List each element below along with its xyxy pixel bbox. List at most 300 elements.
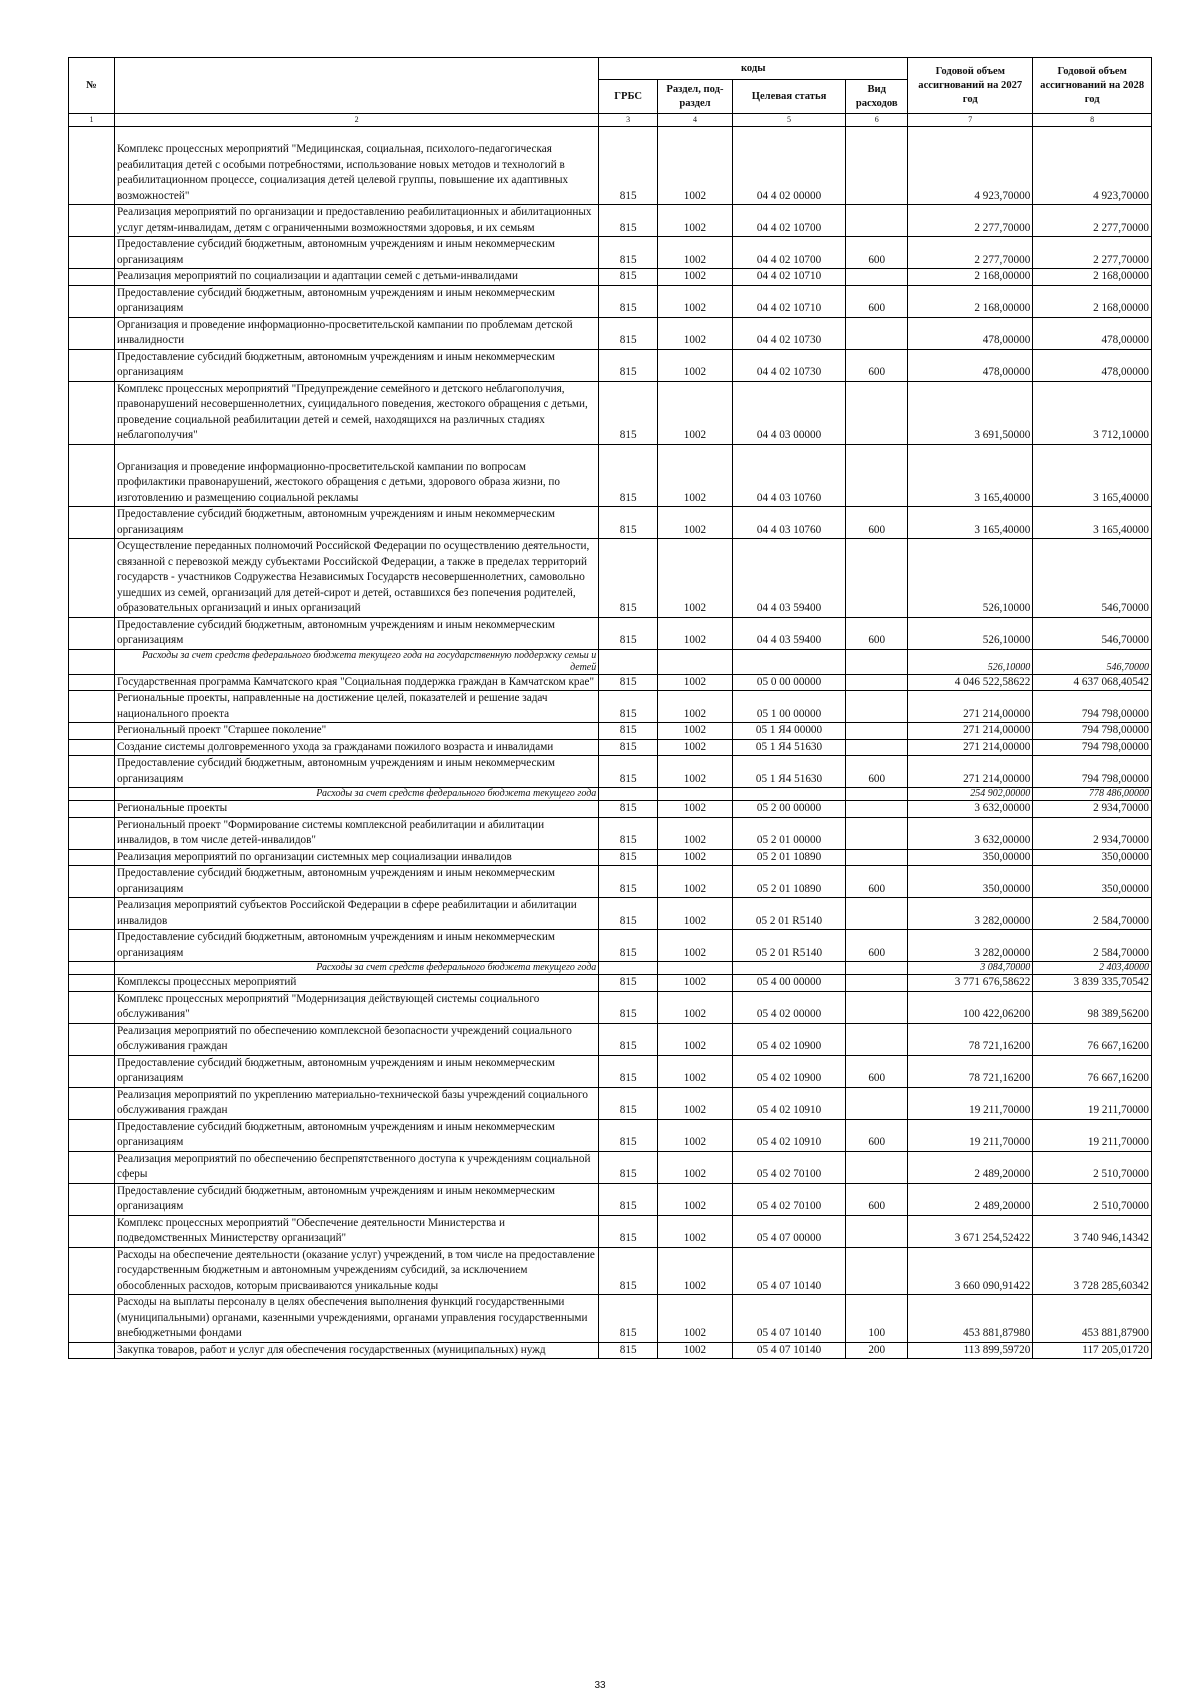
cell-grbs: 815 bbox=[599, 381, 658, 444]
table-row bbox=[69, 381, 1152, 444]
cell-cs: 04 4 02 10730 bbox=[732, 349, 845, 381]
cell-grbs: 815 bbox=[599, 849, 658, 866]
cell-grbs: 815 bbox=[599, 1119, 658, 1151]
cell-grbs: 815 bbox=[599, 127, 658, 205]
cell-v27: 3 691,50000 bbox=[908, 381, 1033, 444]
cell-rz: 1002 bbox=[658, 898, 733, 930]
table-row bbox=[69, 691, 1152, 723]
cell-name: Региональные проекты bbox=[114, 801, 598, 818]
cell-cs: 05 4 07 10140 bbox=[732, 1342, 845, 1359]
cell-rz: 1002 bbox=[658, 756, 733, 788]
cell-vr bbox=[846, 788, 908, 801]
cell-cs: 05 2 01 R5140 bbox=[732, 898, 845, 930]
cell-cs: 04 4 02 10700 bbox=[732, 205, 845, 237]
cell-cs: 05 1 Я4 51630 bbox=[732, 739, 845, 756]
cell-grbs bbox=[599, 788, 658, 801]
cell-name: Реализация мероприятий по обеспечению комплексной безопасности учреждений социального обслуживания граждан bbox=[114, 1023, 598, 1055]
table-row bbox=[69, 817, 1152, 849]
cell-vr bbox=[846, 723, 908, 740]
cell-grbs: 815 bbox=[599, 801, 658, 818]
cell-v27: 113 899,59720 bbox=[908, 1342, 1033, 1359]
row-number-cell bbox=[69, 991, 115, 1023]
cell-name: Предоставление субсидий бюджетным, автономным учреждениям и иным некоммерческим организациям bbox=[114, 930, 598, 962]
cell-vr bbox=[846, 1151, 908, 1183]
cell-v27: 478,00000 bbox=[908, 317, 1033, 349]
table-row bbox=[69, 801, 1152, 818]
cell-v28: 117 205,01720 bbox=[1033, 1342, 1152, 1359]
cell-rz: 1002 bbox=[658, 1295, 733, 1343]
cell-cs: 05 4 02 10910 bbox=[732, 1087, 845, 1119]
cell-cs: 04 4 02 10730 bbox=[732, 317, 845, 349]
cell-grbs: 815 bbox=[599, 898, 658, 930]
cell-name: Реализация мероприятий по социализации и адаптации семей с детьми-инвалидами bbox=[114, 269, 598, 286]
table-row bbox=[69, 991, 1152, 1023]
cell-vr bbox=[846, 801, 908, 818]
cell-vr bbox=[846, 991, 908, 1023]
col-index: 2 bbox=[114, 114, 598, 127]
cell-vr bbox=[846, 849, 908, 866]
cell-rz: 1002 bbox=[658, 1151, 733, 1183]
header-grbs: ГРБС bbox=[599, 80, 658, 114]
cell-grbs: 815 bbox=[599, 269, 658, 286]
cell-v28: 546,70000 bbox=[1033, 649, 1152, 674]
cell-v28: 3 728 285,60342 bbox=[1033, 1247, 1152, 1295]
table-row bbox=[69, 1087, 1152, 1119]
cell-grbs: 815 bbox=[599, 285, 658, 317]
cell-rz: 1002 bbox=[658, 381, 733, 444]
table-row bbox=[69, 507, 1152, 539]
row-number-cell bbox=[69, 1023, 115, 1055]
cell-vr: 200 bbox=[846, 1342, 908, 1359]
cell-name: Закупка товаров, работ и услуг для обеспечения государственных (муниципальных) нужд bbox=[114, 1342, 598, 1359]
cell-grbs: 815 bbox=[599, 1183, 658, 1215]
cell-v27: 2 277,70000 bbox=[908, 237, 1033, 269]
cell-v27: 78 721,16200 bbox=[908, 1055, 1033, 1087]
cell-v27: 478,00000 bbox=[908, 349, 1033, 381]
row-number-cell bbox=[69, 1295, 115, 1343]
cell-rz: 1002 bbox=[658, 1119, 733, 1151]
table-row bbox=[69, 237, 1152, 269]
cell-name: Предоставление субсидий бюджетным, автономным учреждениям и иным некоммерческим организациям bbox=[114, 237, 598, 269]
cell-name: Предоставление субсидий бюджетным, автономным учреждениям и иным некоммерческим организациям bbox=[114, 285, 598, 317]
cell-name: Государственная программа Камчатского края "Социальная поддержка граждан в Камчатском крае" bbox=[114, 674, 598, 691]
cell-vr bbox=[846, 317, 908, 349]
cell-vr bbox=[846, 1023, 908, 1055]
cell-cs: 05 2 00 00000 bbox=[732, 801, 845, 818]
header-name bbox=[114, 58, 598, 114]
cell-cs: 04 4 02 00000 bbox=[732, 127, 845, 205]
cell-cs: 05 2 01 00000 bbox=[732, 817, 845, 849]
cell-rz: 1002 bbox=[658, 723, 733, 740]
table-row bbox=[69, 723, 1152, 740]
cell-vr: 600 bbox=[846, 1055, 908, 1087]
table-row bbox=[69, 539, 1152, 618]
cell-v28: 2 934,70000 bbox=[1033, 801, 1152, 818]
cell-v28: 478,00000 bbox=[1033, 317, 1152, 349]
cell-name: Региональные проекты, направленные на достижение целей, показателей и решение задач национального проекта bbox=[114, 691, 598, 723]
cell-vr bbox=[846, 674, 908, 691]
cell-cs: 04 4 03 10760 bbox=[732, 444, 845, 507]
cell-name: Организация и проведение информационно-просветительской кампании по вопросам профилактики правонарушений, жестокого обращения с детьми, здорового образа жизни, по изготовлению и размещению социальной рекламы bbox=[114, 444, 598, 507]
row-number-cell bbox=[69, 237, 115, 269]
cell-v28: 2 277,70000 bbox=[1033, 205, 1152, 237]
cell-grbs: 815 bbox=[599, 507, 658, 539]
cell-v27: 271 214,00000 bbox=[908, 739, 1033, 756]
row-number-cell bbox=[69, 930, 115, 962]
table-row bbox=[69, 285, 1152, 317]
cell-grbs: 815 bbox=[599, 975, 658, 992]
cell-rz: 1002 bbox=[658, 1055, 733, 1087]
cell-rz: 1002 bbox=[658, 930, 733, 962]
cell-grbs: 815 bbox=[599, 756, 658, 788]
cell-vr bbox=[846, 444, 908, 507]
cell-v28: 546,70000 bbox=[1033, 539, 1152, 618]
cell-name: Региональный проект "Формирование системы комплексной реабилитации и абилитации инвалидов, в том числе детей-инвалидов" bbox=[114, 817, 598, 849]
cell-name: Комплекс процессных мероприятий "Предупреждение семейного и детского неблагополучия, правонарушений несовершеннолетних, суицидального поведения, жестокого обращения с детьми, проведение социальной реабилитации детей и семей, находящихся на различных стадиях неблагополучия" bbox=[114, 381, 598, 444]
cell-vr: 600 bbox=[846, 1119, 908, 1151]
row-number-cell bbox=[69, 723, 115, 740]
cell-v27: 19 211,70000 bbox=[908, 1087, 1033, 1119]
table-row bbox=[69, 1119, 1152, 1151]
cell-v28: 794 798,00000 bbox=[1033, 739, 1152, 756]
cell-name: Расходы на выплаты персоналу в целях обеспечения выполнения функций государственными (муниципальными) органами, казенными учреждениями, органами управления государственными внебюджетными фондами bbox=[114, 1295, 598, 1343]
cell-rz: 1002 bbox=[658, 205, 733, 237]
cell-v27: 2 168,00000 bbox=[908, 285, 1033, 317]
col-index: 3 bbox=[599, 114, 658, 127]
cell-grbs: 815 bbox=[599, 866, 658, 898]
cell-name: Предоставление субсидий бюджетным, автономным учреждениям и иным некоммерческим организациям bbox=[114, 349, 598, 381]
cell-rz: 1002 bbox=[658, 1342, 733, 1359]
cell-name: Комплекс процессных мероприятий "Модернизация действующей системы социального обслуживания" bbox=[114, 991, 598, 1023]
cell-rz: 1002 bbox=[658, 285, 733, 317]
row-number-cell bbox=[69, 691, 115, 723]
cell-v28: 2 403,40000 bbox=[1033, 962, 1152, 975]
cell-v27: 3 771 676,58622 bbox=[908, 975, 1033, 992]
cell-v28: 19 211,70000 bbox=[1033, 1119, 1152, 1151]
cell-cs: 04 4 02 10710 bbox=[732, 269, 845, 286]
cell-rz: 1002 bbox=[658, 674, 733, 691]
cell-rz: 1002 bbox=[658, 691, 733, 723]
cell-grbs: 815 bbox=[599, 674, 658, 691]
row-number-cell bbox=[69, 788, 115, 801]
cell-vr bbox=[846, 1247, 908, 1295]
row-number-cell bbox=[69, 444, 115, 507]
row-number-cell bbox=[69, 649, 115, 674]
cell-v27: 526,10000 bbox=[908, 617, 1033, 649]
cell-v28: 3 839 335,70542 bbox=[1033, 975, 1152, 992]
row-number-cell bbox=[69, 898, 115, 930]
cell-v27: 4 923,70000 bbox=[908, 127, 1033, 205]
cell-rz: 1002 bbox=[658, 317, 733, 349]
cell-rz: 1002 bbox=[658, 269, 733, 286]
cell-rz bbox=[658, 649, 733, 674]
cell-name: Региональный проект "Старшее поколение" bbox=[114, 723, 598, 740]
cell-v27: 271 214,00000 bbox=[908, 756, 1033, 788]
cell-vr bbox=[846, 691, 908, 723]
cell-v27: 271 214,00000 bbox=[908, 691, 1033, 723]
cell-v28: 3 712,10000 bbox=[1033, 381, 1152, 444]
cell-cs: 05 4 02 70100 bbox=[732, 1151, 845, 1183]
cell-v28: 2 510,70000 bbox=[1033, 1183, 1152, 1215]
cell-cs: 05 4 07 00000 bbox=[732, 1215, 845, 1247]
cell-rz: 1002 bbox=[658, 127, 733, 205]
cell-v27: 3 671 254,52422 bbox=[908, 1215, 1033, 1247]
cell-vr bbox=[846, 817, 908, 849]
cell-cs: 05 4 07 10140 bbox=[732, 1247, 845, 1295]
table-row bbox=[69, 1151, 1152, 1183]
col-index: 1 bbox=[69, 114, 115, 127]
col-index: 4 bbox=[658, 114, 733, 127]
table-row bbox=[69, 1342, 1152, 1359]
cell-rz: 1002 bbox=[658, 617, 733, 649]
cell-cs: 05 2 01 10890 bbox=[732, 866, 845, 898]
cell-name: Расходы за счет средств федерального бюджета текущего года bbox=[114, 962, 598, 975]
row-number-cell bbox=[69, 317, 115, 349]
cell-name: Реализация мероприятий по организации системных мер социализации инвалидов bbox=[114, 849, 598, 866]
page-number: 33 bbox=[594, 1680, 606, 1691]
cell-v28: 3 165,40000 bbox=[1033, 444, 1152, 507]
header-2028: Годовой объем ассигнований на 2028 год bbox=[1033, 58, 1152, 114]
table-row bbox=[69, 617, 1152, 649]
cell-cs: 05 2 01 R5140 bbox=[732, 930, 845, 962]
cell-v27: 453 881,87980 bbox=[908, 1295, 1033, 1343]
cell-grbs: 815 bbox=[599, 1342, 658, 1359]
cell-grbs: 815 bbox=[599, 817, 658, 849]
cell-name: Создание системы долговременного ухода за гражданами пожилого возраста и инвалидами bbox=[114, 739, 598, 756]
row-number-cell bbox=[69, 349, 115, 381]
cell-vr bbox=[846, 962, 908, 975]
cell-vr: 600 bbox=[846, 507, 908, 539]
cell-vr bbox=[846, 269, 908, 286]
cell-v27: 4 046 522,58622 bbox=[908, 674, 1033, 691]
table-row bbox=[69, 849, 1152, 866]
cell-name: Осуществление переданных полномочий Российской Федерации по осуществлению деятельности, связанной с перевозкой между субъектами Российской Федерации, а также в пределах территорий государств - участников Содружества Независимых Государств несовершеннолетних, самовольно ушедших из семей, организаций для детей-сирот и детей, оставшихся без попечения родителей, образовательных организаций и иных организаций bbox=[114, 539, 598, 618]
cell-cs: 04 4 02 10710 bbox=[732, 285, 845, 317]
cell-cs: 05 4 02 10900 bbox=[732, 1055, 845, 1087]
row-number-cell bbox=[69, 381, 115, 444]
cell-rz: 1002 bbox=[658, 1247, 733, 1295]
cell-rz: 1002 bbox=[658, 444, 733, 507]
cell-vr bbox=[846, 205, 908, 237]
row-number-cell bbox=[69, 962, 115, 975]
cell-v27: 3 282,00000 bbox=[908, 930, 1033, 962]
cell-name: Предоставление субсидий бюджетным, автономным учреждениям и иным некоммерческим организациям bbox=[114, 617, 598, 649]
cell-cs bbox=[732, 788, 845, 801]
table-row bbox=[69, 756, 1152, 788]
col-index: 6 bbox=[846, 114, 908, 127]
table-row bbox=[69, 1295, 1152, 1343]
cell-v27: 19 211,70000 bbox=[908, 1119, 1033, 1151]
cell-v28: 794 798,00000 bbox=[1033, 723, 1152, 740]
cell-cs: 05 4 02 00000 bbox=[732, 991, 845, 1023]
row-number-cell bbox=[69, 1342, 115, 1359]
row-number-cell bbox=[69, 617, 115, 649]
cell-name: Предоставление субсидий бюджетным, автономным учреждениям и иным некоммерческим организациям bbox=[114, 507, 598, 539]
header-number: № bbox=[69, 58, 115, 114]
cell-grbs: 815 bbox=[599, 691, 658, 723]
cell-rz: 1002 bbox=[658, 237, 733, 269]
cell-v28: 19 211,70000 bbox=[1033, 1087, 1152, 1119]
cell-cs: 05 0 00 00000 bbox=[732, 674, 845, 691]
cell-rz bbox=[658, 788, 733, 801]
col-index: 5 bbox=[732, 114, 845, 127]
row-number-cell bbox=[69, 674, 115, 691]
cell-vr bbox=[846, 381, 908, 444]
row-number-cell bbox=[69, 1151, 115, 1183]
cell-grbs: 815 bbox=[599, 723, 658, 740]
cell-v27: 3 632,00000 bbox=[908, 801, 1033, 818]
cell-rz: 1002 bbox=[658, 849, 733, 866]
row-number-cell bbox=[69, 269, 115, 286]
cell-cs bbox=[732, 649, 845, 674]
cell-grbs bbox=[599, 962, 658, 975]
cell-vr bbox=[846, 898, 908, 930]
cell-v28: 478,00000 bbox=[1033, 349, 1152, 381]
column-index-row bbox=[69, 114, 1152, 127]
cell-name: Реализация мероприятий по организации и предоставлению реабилитационных и абилитационных услуг детям-инвалидам, детям с ограниченными возможностями здоровья, и их семьям bbox=[114, 205, 598, 237]
cell-vr: 600 bbox=[846, 756, 908, 788]
cell-v27: 3 282,00000 bbox=[908, 898, 1033, 930]
cell-v28: 98 389,56200 bbox=[1033, 991, 1152, 1023]
table-row bbox=[69, 674, 1152, 691]
table-row bbox=[69, 269, 1152, 286]
cell-v28: 4 637 068,40542 bbox=[1033, 674, 1152, 691]
cell-name: Предоставление субсидий бюджетным, автономным учреждениям и иным некоммерческим организациям bbox=[114, 1183, 598, 1215]
cell-name: Реализация мероприятий субъектов Российской Федерации в сфере реабилитации и абилитации инвалидов bbox=[114, 898, 598, 930]
cell-v28: 350,00000 bbox=[1033, 866, 1152, 898]
row-number-cell bbox=[69, 849, 115, 866]
table-row bbox=[69, 1247, 1152, 1295]
cell-v27: 526,10000 bbox=[908, 649, 1033, 674]
table-header bbox=[69, 58, 1152, 127]
cell-rz: 1002 bbox=[658, 739, 733, 756]
col-index: 7 bbox=[908, 114, 1033, 127]
cell-cs: 05 4 07 10140 bbox=[732, 1295, 845, 1343]
cell-v28: 546,70000 bbox=[1033, 617, 1152, 649]
budget-document bbox=[68, 57, 1152, 1359]
row-number-cell bbox=[69, 285, 115, 317]
cell-grbs: 815 bbox=[599, 1295, 658, 1343]
cell-rz: 1002 bbox=[658, 975, 733, 992]
table-row bbox=[69, 205, 1152, 237]
subtotal-row bbox=[69, 962, 1152, 975]
cell-v27: 3 165,40000 bbox=[908, 507, 1033, 539]
table-row bbox=[69, 1023, 1152, 1055]
cell-cs bbox=[732, 962, 845, 975]
row-number-cell bbox=[69, 866, 115, 898]
cell-name: Расходы за счет средств федерального бюджета текущего года bbox=[114, 788, 598, 801]
cell-v28: 3 740 946,14342 bbox=[1033, 1215, 1152, 1247]
cell-grbs: 815 bbox=[599, 1247, 658, 1295]
cell-rz: 1002 bbox=[658, 1087, 733, 1119]
cell-v28: 794 798,00000 bbox=[1033, 691, 1152, 723]
table-row bbox=[69, 739, 1152, 756]
cell-rz: 1002 bbox=[658, 1023, 733, 1055]
row-number-cell bbox=[69, 1087, 115, 1119]
cell-v28: 76 667,16200 bbox=[1033, 1023, 1152, 1055]
cell-name: Реализация мероприятий по укреплению материально-технической базы учреждений социального обслуживания граждан bbox=[114, 1087, 598, 1119]
cell-v28: 3 165,40000 bbox=[1033, 507, 1152, 539]
subtotal-row bbox=[69, 788, 1152, 801]
cell-v28: 453 881,87900 bbox=[1033, 1295, 1152, 1343]
cell-v27: 2 489,20000 bbox=[908, 1183, 1033, 1215]
table-row bbox=[69, 898, 1152, 930]
row-number-cell bbox=[69, 975, 115, 992]
cell-grbs: 815 bbox=[599, 205, 658, 237]
cell-v27: 254 902,00000 bbox=[908, 788, 1033, 801]
table-row bbox=[69, 1055, 1152, 1087]
cell-v28: 2 168,00000 bbox=[1033, 269, 1152, 286]
row-number-cell bbox=[69, 756, 115, 788]
cell-v28: 2 934,70000 bbox=[1033, 817, 1152, 849]
cell-vr: 600 bbox=[846, 237, 908, 269]
cell-name: Комплекс процессных мероприятий "Медицинская, социальная, психолого-педагогическая реабилитация детей с особыми потребностями, использование новых методов и технологий в реабилитационном процессе, социализация детей целевой группы, повышение их адаптивных возможностей" bbox=[114, 127, 598, 205]
budget-table bbox=[68, 57, 1152, 1359]
cell-vr bbox=[846, 539, 908, 618]
row-number-cell bbox=[69, 507, 115, 539]
cell-name: Предоставление субсидий бюджетным, автономным учреждениям и иным некоммерческим организациям bbox=[114, 866, 598, 898]
cell-grbs: 815 bbox=[599, 539, 658, 618]
header-codes: коды bbox=[599, 58, 908, 80]
cell-vr bbox=[846, 649, 908, 674]
row-number-cell bbox=[69, 205, 115, 237]
cell-cs: 04 4 02 10700 bbox=[732, 237, 845, 269]
row-number-cell bbox=[69, 1215, 115, 1247]
cell-rz: 1002 bbox=[658, 539, 733, 618]
cell-grbs: 815 bbox=[599, 739, 658, 756]
table-row bbox=[69, 866, 1152, 898]
cell-v27: 3 660 090,91422 bbox=[908, 1247, 1033, 1295]
cell-rz bbox=[658, 962, 733, 975]
table-row bbox=[69, 930, 1152, 962]
table-row bbox=[69, 1183, 1152, 1215]
cell-v28: 2 277,70000 bbox=[1033, 237, 1152, 269]
header-2027: Годовой объем ассигнований на 2027 год bbox=[908, 58, 1033, 114]
cell-cs: 05 4 02 70100 bbox=[732, 1183, 845, 1215]
cell-cs: 05 4 00 00000 bbox=[732, 975, 845, 992]
cell-grbs: 815 bbox=[599, 317, 658, 349]
cell-rz: 1002 bbox=[658, 1215, 733, 1247]
table-row bbox=[69, 1215, 1152, 1247]
cell-name: Реализация мероприятий по обеспечению беспрепятственного доступа к учреждениям социальной сферы bbox=[114, 1151, 598, 1183]
cell-rz: 1002 bbox=[658, 817, 733, 849]
cell-vr bbox=[846, 739, 908, 756]
cell-vr: 600 bbox=[846, 285, 908, 317]
cell-cs: 05 4 02 10910 bbox=[732, 1119, 845, 1151]
cell-name: Расходы на обеспечение деятельности (оказание услуг) учреждений, в том числе на предоставление государственным бюджетным и автономным учреждениям субсидий, за исключением обособленных расходов, которым присваиваются уникальные коды bbox=[114, 1247, 598, 1295]
cell-v27: 526,10000 bbox=[908, 539, 1033, 618]
cell-grbs: 815 bbox=[599, 1215, 658, 1247]
cell-v27: 3 632,00000 bbox=[908, 817, 1033, 849]
cell-grbs: 815 bbox=[599, 1023, 658, 1055]
cell-v28: 2 584,70000 bbox=[1033, 930, 1152, 962]
cell-name: Предоставление субсидий бюджетным, автономным учреждениям и иным некоммерческим организациям bbox=[114, 1119, 598, 1151]
cell-name: Расходы за счет средств федерального бюджета текущего года на государственную поддержку семьи и детей bbox=[114, 649, 598, 674]
cell-cs: 04 4 03 00000 bbox=[732, 381, 845, 444]
subtotal-row bbox=[69, 649, 1152, 674]
cell-vr bbox=[846, 1215, 908, 1247]
row-number-cell bbox=[69, 539, 115, 618]
header-vid: Вид расходов bbox=[846, 80, 908, 114]
cell-vr: 600 bbox=[846, 866, 908, 898]
cell-rz: 1002 bbox=[658, 349, 733, 381]
row-number-cell bbox=[69, 739, 115, 756]
header-celevaya: Целевая статья bbox=[732, 80, 845, 114]
cell-cs: 04 4 03 10760 bbox=[732, 507, 845, 539]
cell-v27: 100 422,06200 bbox=[908, 991, 1033, 1023]
cell-name: Организация и проведение информационно-просветительской кампании по проблемам детской инвалидности bbox=[114, 317, 598, 349]
cell-v28: 2 584,70000 bbox=[1033, 898, 1152, 930]
